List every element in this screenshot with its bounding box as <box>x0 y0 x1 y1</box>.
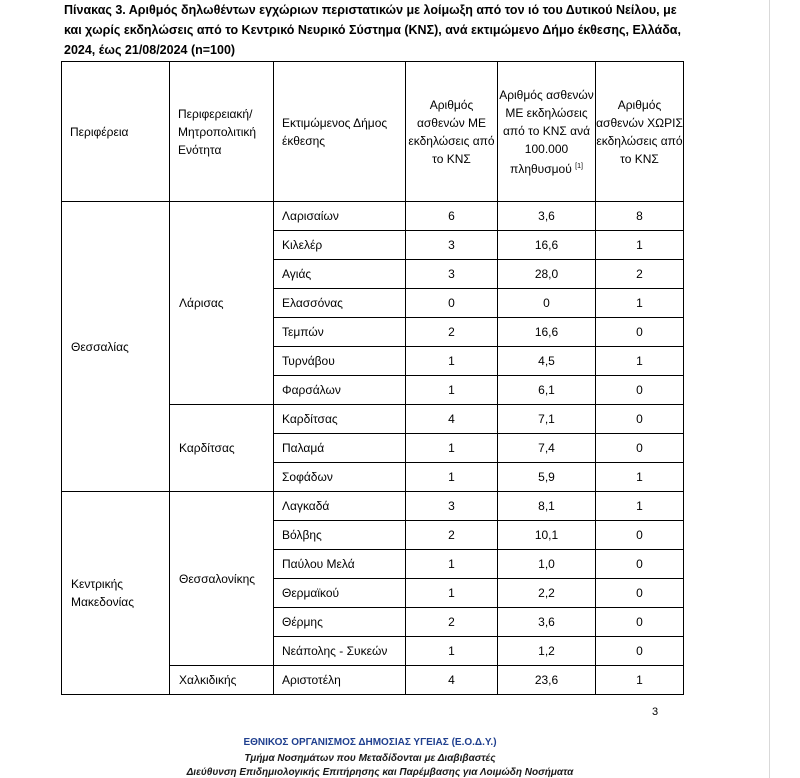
without-cns-cell: 0 <box>596 376 684 405</box>
rate-cell: 16,6 <box>498 231 596 260</box>
unit-cell: Θεσσαλονίκης <box>170 492 274 666</box>
rate-cell: 3,6 <box>498 608 596 637</box>
rate-cell: 4,5 <box>498 347 596 376</box>
with-cns-cell: 1 <box>406 637 498 666</box>
header-rate <box>498 62 596 202</box>
with-cns-cell: 1 <box>406 347 498 376</box>
municipality-cell: Φαρσάλων <box>274 376 406 405</box>
cases-table <box>61 61 684 695</box>
rate-cell: 23,6 <box>498 666 596 695</box>
without-cns-cell: 0 <box>596 434 684 463</box>
caption-line-3: 2024, έως 21/08/2024 (n=100) <box>64 43 236 57</box>
table-row <box>62 492 684 521</box>
municipality-cell: Αριστοτέλη <box>274 666 406 695</box>
without-cns-cell: 1 <box>596 492 684 521</box>
municipality-cell: Λαγκαδά <box>274 492 406 521</box>
without-cns-cell: 1 <box>596 463 684 492</box>
municipality-cell: Παύλου Μελά <box>274 550 406 579</box>
municipality-cell: Λαρισαίων <box>274 202 406 231</box>
unit-cell: Καρδίτσας <box>170 405 274 492</box>
rate-cell: 16,6 <box>498 318 596 347</box>
page-edge-line <box>769 0 770 778</box>
with-cns-cell: 1 <box>406 579 498 608</box>
with-cns-cell: 2 <box>406 521 498 550</box>
with-cns-cell: 4 <box>406 405 498 434</box>
header-municipality: Εκτιμώμενος Δήμος έκθεσης <box>274 62 406 202</box>
without-cns-cell: 1 <box>596 231 684 260</box>
rate-cell: 10,1 <box>498 521 596 550</box>
unit-cell: Λάρισας <box>170 202 274 405</box>
footer-directorate: Διεύθυνση Επιδημιολογικής Επιτήρησης και Παρέμβασης για Λοιμώδη Νοσήματα <box>186 767 574 778</box>
with-cns-cell: 2 <box>406 608 498 637</box>
without-cns-cell: 2 <box>596 260 684 289</box>
table-body <box>62 202 684 695</box>
without-cns-cell: 0 <box>596 318 684 347</box>
unit-cell: Χαλκιδικής <box>170 666 274 695</box>
with-cns-cell: 4 <box>406 666 498 695</box>
with-cns-cell: 2 <box>406 318 498 347</box>
with-cns-cell: 0 <box>406 289 498 318</box>
table-row <box>62 202 684 231</box>
region-cell: Θεσσαλίας <box>62 202 170 492</box>
rate-cell: 2,2 <box>498 579 596 608</box>
municipality-cell: Νεάπολης - Συκεών <box>274 637 406 666</box>
with-cns-cell: 1 <box>406 376 498 405</box>
header-rate-ref: [1] <box>575 162 583 170</box>
table-header-row <box>62 62 684 202</box>
rate-cell: 1,0 <box>498 550 596 579</box>
region-cell: Κεντρικής Μακεδονίας <box>62 492 170 695</box>
municipality-cell: Αγιάς <box>274 260 406 289</box>
header-with-cns: Αριθμός ασθενών ΜΕ εκδηλώσεις από το ΚΝΣ <box>406 62 498 202</box>
header-rate-text: Αριθμός ασθενών ΜΕ εκδηλώσεις από το ΚΝΣ ανά 100.000 πληθυσμού <box>499 87 594 176</box>
with-cns-cell: 6 <box>406 202 498 231</box>
with-cns-cell: 3 <box>406 231 498 260</box>
municipality-cell: Θέρμης <box>274 608 406 637</box>
without-cns-cell: 8 <box>596 202 684 231</box>
header-region: Περιφέρεια <box>62 62 170 202</box>
caption-line-2: και χωρίς εκδηλώσεις από το Κεντρικό Νευρικό Σύστημα (ΚΝΣ), ανά εκτιμώμενο Δήμο έκθεσης, Ελλάδα, <box>64 23 681 37</box>
rate-cell: 8,1 <box>498 492 596 521</box>
municipality-cell: Τυρνάβου <box>274 347 406 376</box>
without-cns-cell: 0 <box>596 579 684 608</box>
rate-cell: 6,1 <box>498 376 596 405</box>
without-cns-cell: 0 <box>596 405 684 434</box>
municipality-cell: Θερμαϊκού <box>274 579 406 608</box>
caption-line-1: Πίνακας 3. Αριθμός δηλωθέντων εγχώριων περιστατικών με λοίμωξη από τον ιό του Δυτικού Νείλου, με <box>64 3 677 17</box>
with-cns-cell: 1 <box>406 463 498 492</box>
without-cns-cell: 0 <box>596 521 684 550</box>
header-unit: Περιφερειακή/ Μητροπολιτική Ενότητα <box>170 62 274 202</box>
with-cns-cell: 1 <box>406 550 498 579</box>
municipality-cell: Παλαμά <box>274 434 406 463</box>
municipality-cell: Τεμπών <box>274 318 406 347</box>
rate-cell: 0 <box>498 289 596 318</box>
rate-cell: 7,4 <box>498 434 596 463</box>
rate-cell: 7,1 <box>498 405 596 434</box>
without-cns-cell: 1 <box>596 666 684 695</box>
without-cns-cell: 1 <box>596 289 684 318</box>
municipality-cell: Βόλβης <box>274 521 406 550</box>
rate-cell: 1,2 <box>498 637 596 666</box>
rate-cell: 28,0 <box>498 260 596 289</box>
header-without-cns: Αριθμός ασθενών ΧΩΡΙΣ εκδηλώσεις από το ΚΝΣ <box>596 62 684 202</box>
rate-cell: 3,6 <box>498 202 596 231</box>
without-cns-cell: 1 <box>596 347 684 376</box>
footer-organization: ΕΘΝΙΚΟΣ ΟΡΓΑΝΙΣΜΟΣ ΔΗΜΟΣΙΑΣ ΥΓΕΙΑΣ (Ε.Ο.Δ.Υ.) <box>243 737 497 748</box>
table-caption <box>64 0 684 60</box>
page-number: 3 <box>652 706 659 718</box>
with-cns-cell: 3 <box>406 260 498 289</box>
municipality-cell: Ελασσόνας <box>274 289 406 318</box>
municipality-cell: Κιλελέρ <box>274 231 406 260</box>
with-cns-cell: 3 <box>406 492 498 521</box>
municipality-cell: Καρδίτσας <box>274 405 406 434</box>
without-cns-cell: 0 <box>596 608 684 637</box>
without-cns-cell: 0 <box>596 637 684 666</box>
with-cns-cell: 1 <box>406 434 498 463</box>
municipality-cell: Σοφάδων <box>274 463 406 492</box>
without-cns-cell: 0 <box>596 550 684 579</box>
footer-department: Τμήμα Νοσημάτων που Μεταδίδονται με Διαβιβαστές <box>244 753 496 764</box>
rate-cell: 5,9 <box>498 463 596 492</box>
